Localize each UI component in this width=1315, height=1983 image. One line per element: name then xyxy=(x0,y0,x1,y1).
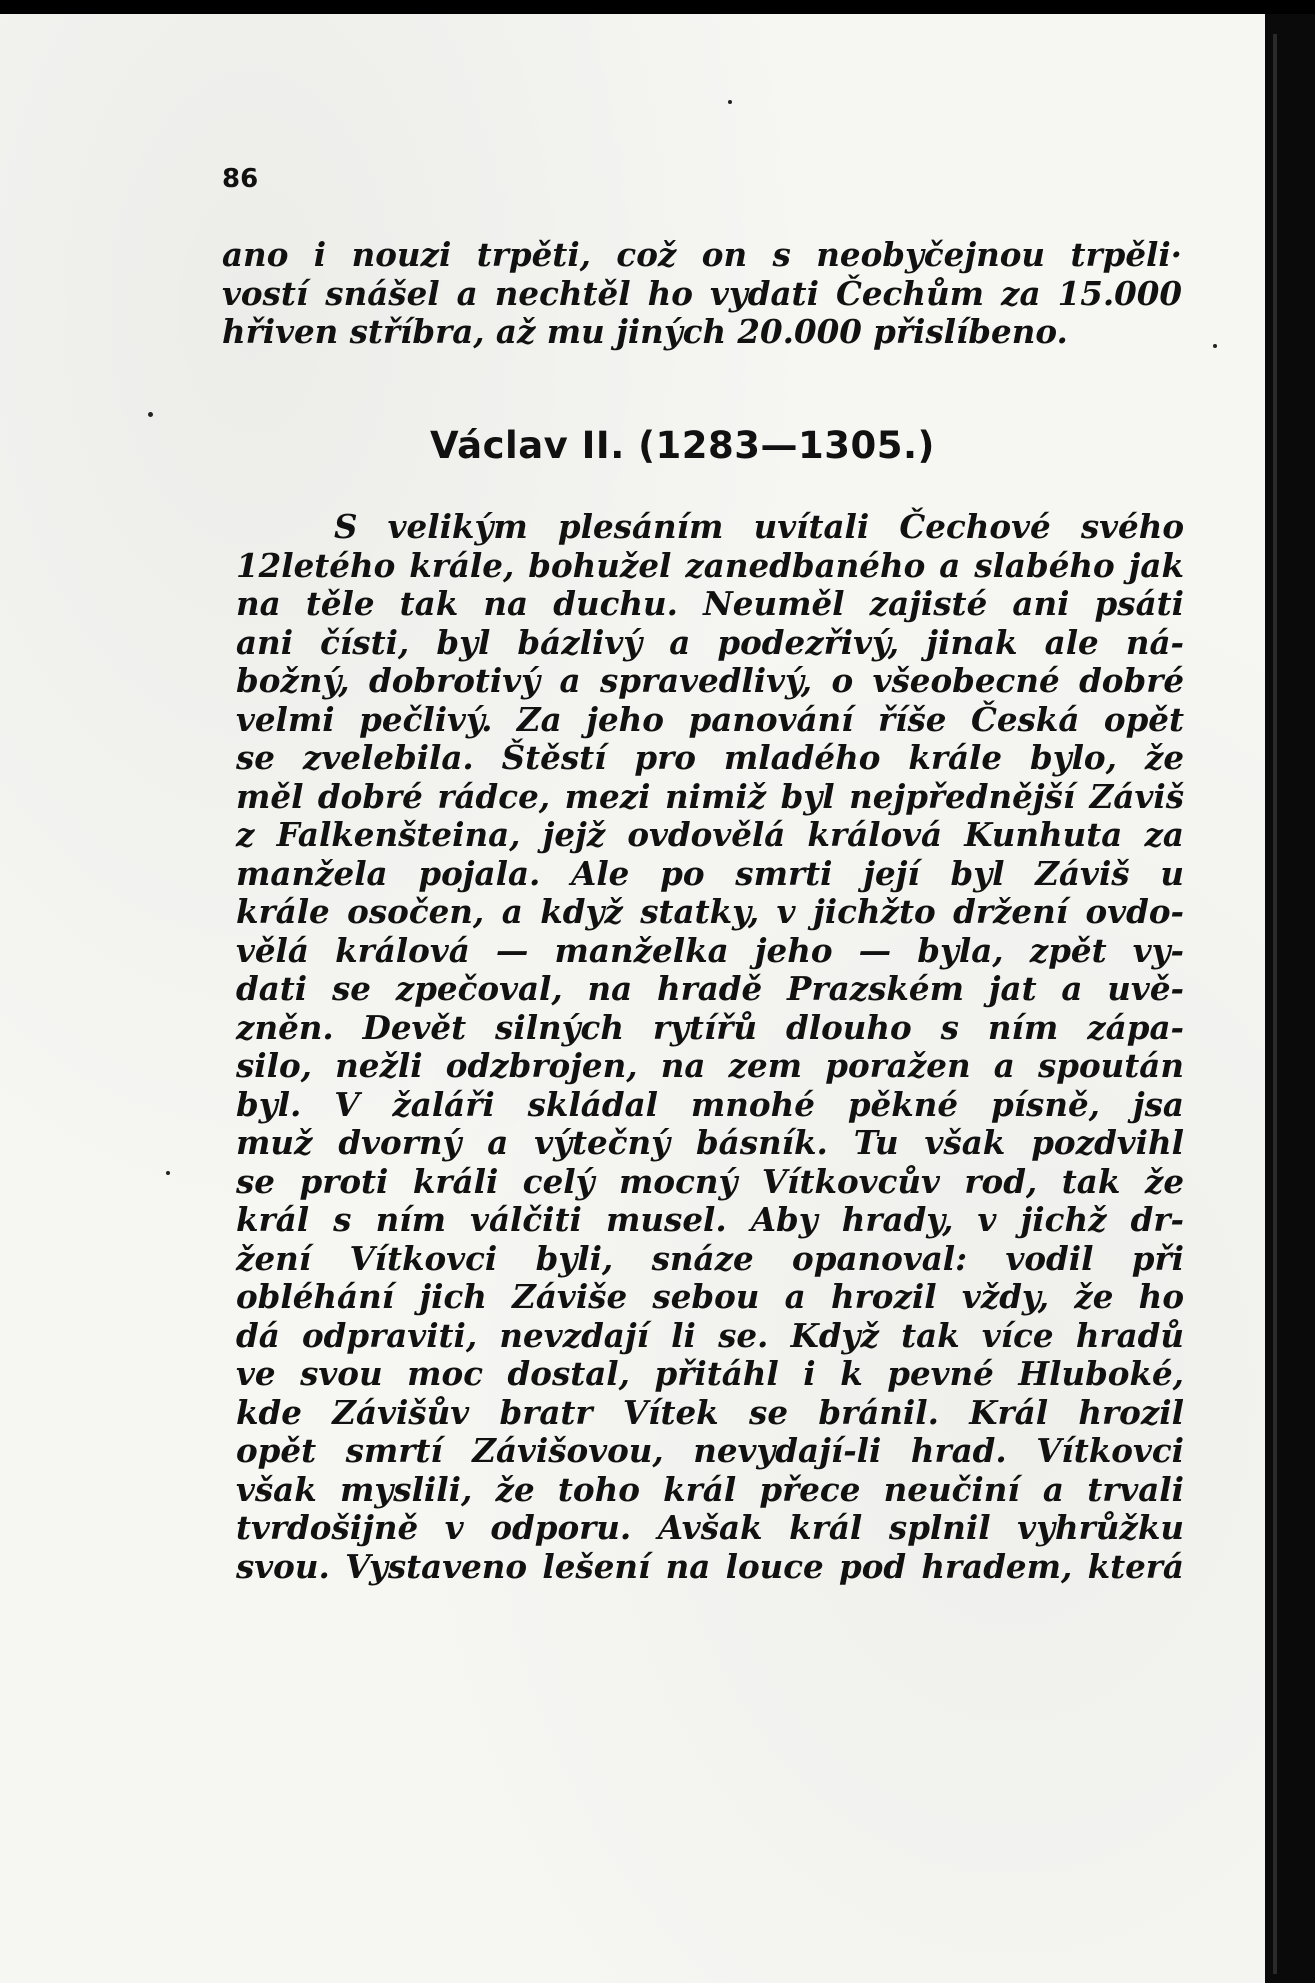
text-line: žení Vítkovci byli, snáze opanoval: vodil při xyxy=(236,1238,1184,1278)
text-line: obléhání jich Záviše sebou a hrozil vždy, že ho xyxy=(236,1277,1184,1316)
text-line: opět smrtí Závišovou, nevydají-li hrad. Vítkovci xyxy=(236,1431,1184,1470)
text-line: na těle tak na duchu. Neuměl zajisté ani psáti xyxy=(236,584,1184,623)
text-line: měl dobré rádce, mezi nimiž byl nejpřednější Záviš xyxy=(236,776,1184,816)
text-line: hřiven stříbra, až mu jiných 20.000 přislíbeno. xyxy=(222,312,1068,351)
text-line: krále osočen, a když statky, v jichžto držení ovdo- xyxy=(236,892,1184,931)
text-line: svou. Vystaveno lešení na louce pod hradem, která xyxy=(236,1546,1184,1586)
text-line: se zvelebila. Štěstí pro mladého krále bylo, že xyxy=(236,738,1184,777)
book-page xyxy=(0,14,1265,1983)
body-paragraph xyxy=(236,508,1184,1586)
text-line: 12letého krále, bohužel zanedbaného a slabého jak xyxy=(236,545,1184,585)
text-line: vělá králová — manželka jeho — byla, zpět vy- xyxy=(236,930,1184,970)
text-line: kde Závišův bratr Vítek se bránil. Král hrozil xyxy=(236,1392,1184,1432)
text-line: dá odpraviti, nevzdají li se. Když tak více hradů xyxy=(236,1315,1184,1355)
text-line: zněn. Devět silných rytířů dlouho s ním zápa- xyxy=(236,1007,1184,1047)
text-line: ano i nouzi trpěti, což on s neobyčejnou trpěli· xyxy=(222,235,1182,274)
text-line: ve svou moc dostal, přitáhl i k pevné Hluboké, xyxy=(236,1354,1184,1393)
text-line: se proti králi celý mocný Vítkovcův rod, tak že xyxy=(236,1161,1184,1201)
paper-speck xyxy=(148,412,153,417)
section-heading: Václav II. (1283—1305.) xyxy=(430,424,935,467)
text-line: velmi pečlivý. Za jeho panování říše Česká opět xyxy=(236,699,1184,739)
text-line: muž dvorný a výtečný básník. Tu však pozdvihl xyxy=(236,1123,1184,1162)
text-line: S velikým plesáním uvítali Čechové svého xyxy=(334,507,1184,546)
text-line: ani čísti, byl bázlivý a podezřivý, jinak ale ná- xyxy=(236,622,1184,662)
intro-paragraph xyxy=(222,236,1182,352)
scan-top-border xyxy=(0,0,1315,14)
paper-speck xyxy=(728,100,732,104)
text-line: z Falkenšteina, jejž ovdovělá králová Kunhuta za xyxy=(236,815,1184,854)
text-line: král s ním válčiti musel. Aby hrady, v jichž dr- xyxy=(236,1200,1184,1239)
text-line: silo, nežli odzbrojen, na zem poražen a spoután xyxy=(236,1046,1184,1085)
text-line: vostí snášel a nechtěl ho vydati Čechům za 15.000 xyxy=(222,273,1182,313)
page-number: 86 xyxy=(222,164,259,194)
text-line: byl. V žaláři skládal mnohé pěkné písně, jsa xyxy=(236,1084,1184,1124)
text-line: však myslili, že toho král přece neučiní a trvali xyxy=(236,1469,1184,1509)
text-line: božný, dobrotivý a spravedlivý, o všeobecné dobré xyxy=(236,661,1184,700)
text-line: manžela pojala. Ale po smrti její byl Záviš u xyxy=(236,853,1184,893)
book-edge xyxy=(1273,34,1277,1974)
scan-right-margin xyxy=(1265,14,1315,1983)
paper-speck xyxy=(166,1171,170,1175)
text-line: tvrdošijně v odporu. Avšak král splnil vyhrůžku xyxy=(236,1508,1184,1547)
paper-speck xyxy=(1213,344,1217,348)
text-line: dati se zpečoval, na hradě Prazském jat a uvě- xyxy=(236,969,1184,1008)
